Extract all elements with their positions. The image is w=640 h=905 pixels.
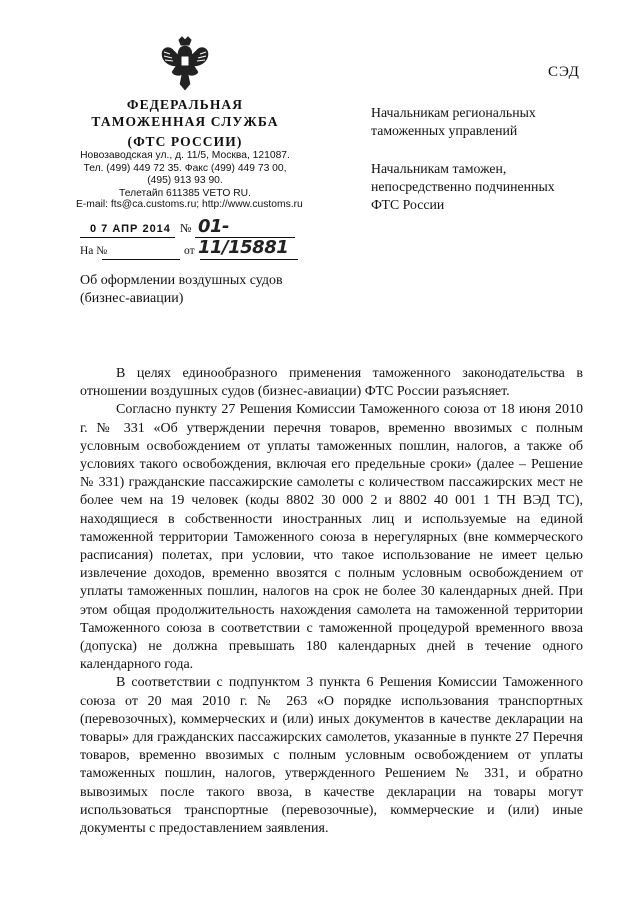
organization-name: [80, 96, 290, 150]
body-paragraph: Согласно пункту 27 Решения Комиссии Таможенного союза от 18 июня 2010 г. № 331 «Об утверждении перечня товаров, временно ввозимых с полным условным освобождением от уплаты таможенных пошлин, налогов, а также об условиях такого освобождения, включая его предельные сроки» (далее – Решение № 331) гражданские пассажирские самолеты с количеством пассажирских мест не более чем на 19 человек (коды 8802 30 000 2 и 8802 40 001 1 ТН ВЭД ТС), находящиеся в собственности иностранных лиц и используемые на единой таможенной территории Таможенного союза в нерегулярных (вне коммерческого расписания) полетах, при условии, что такое использование не имеет целью извлечение доходов, временно ввозятся с полным условным освобождением от уплаты таможенных пошлин, налогов на срок не более 30 календарных дней. При этом общая продолжительность нахождения самолета на таможенной территории Таможенного союза в соответствии с таможенной процедурой временного ввоза (допуска) не должна превышать 180 календарных дней в течение одного календарного года.: [80, 402, 583, 673]
body-paragraph: В целях единообразного применения таможенного законодательства в отношении воздушных судов (бизнес-авиации) ФТС России разъясняет.: [80, 366, 583, 400]
addressee-regional-departments: [371, 104, 536, 140]
reply-date-label: от: [184, 245, 195, 257]
letter-subject: [80, 272, 283, 308]
phone-line: (495) 913 93 90.: [147, 175, 223, 186]
registration-date: 0 7 АПР 2014: [90, 223, 171, 235]
addressee-line: таможенных управлений: [371, 123, 518, 138]
subject-line: (бизнес-авиации): [80, 291, 184, 306]
reply-number-label: На №: [80, 245, 108, 257]
org-name-line: ФЕДЕРАЛЬНАЯ: [126, 97, 244, 112]
body-paragraph: В соответствии с подпунктом 3 пункта 6 Решения Комиссии Таможенного союза от 20 мая 2010 г. № 263 «О порядке использования транспортных (перевозочных), коммерческих и (или) иных документов в качестве декларации на товары» для гражданских пассажирских самолетов, указанные в пункте 27 Перечня товаров, временно ввозимых с полным условным освобождением от уплаты таможенных пошлин, налогов, утвержденного Решением № 331, и обратно вывозимых после такого ввоза, в качестве декларации на товары могут использоваться транспортные (перевозочные), коммерческие и (или) иные документы с предоставлением заявления.: [80, 675, 583, 837]
addressee-line: непосредственно подчиненных: [371, 179, 555, 194]
org-abbreviation: (ФТС РОССИИ): [127, 134, 243, 149]
number-label: №: [180, 221, 192, 235]
coat-of-arms-icon: [158, 36, 212, 92]
addressee-customs-offices: [371, 160, 555, 214]
number-underline: [195, 237, 295, 238]
teletype-line: Телетайп 611385 VETO RU.: [119, 187, 251, 199]
addressee-line: Начальникам региональных: [371, 105, 536, 120]
email-website-line: E-mail: fts@ca.customs.ru; http://www.customs.ru: [76, 199, 303, 210]
reply-date-blank: [200, 259, 298, 260]
org-contact-block: [80, 150, 290, 200]
document-system-stamp: СЭД: [548, 64, 580, 80]
subject-line: Об оформлении воздушных судов: [80, 273, 283, 288]
addressee-line: Начальникам таможен,: [371, 161, 507, 176]
phone-line: Тел. (499) 449 72 35. Факс (499) 449 73 00,: [83, 162, 287, 174]
address-line: Новозаводская ул., д. 11/5, Москва, 121087.: [80, 150, 290, 161]
reply-number-blank: [102, 259, 180, 260]
date-underline: [80, 237, 175, 238]
reply-reference-line: [80, 243, 300, 263]
letter-body: [80, 365, 583, 838]
addressee-line: ФТС России: [371, 197, 445, 212]
org-name-line: ТАМОЖЕННАЯ СЛУЖБА: [91, 114, 279, 129]
registration-number: 01-11/15881: [198, 216, 289, 258]
